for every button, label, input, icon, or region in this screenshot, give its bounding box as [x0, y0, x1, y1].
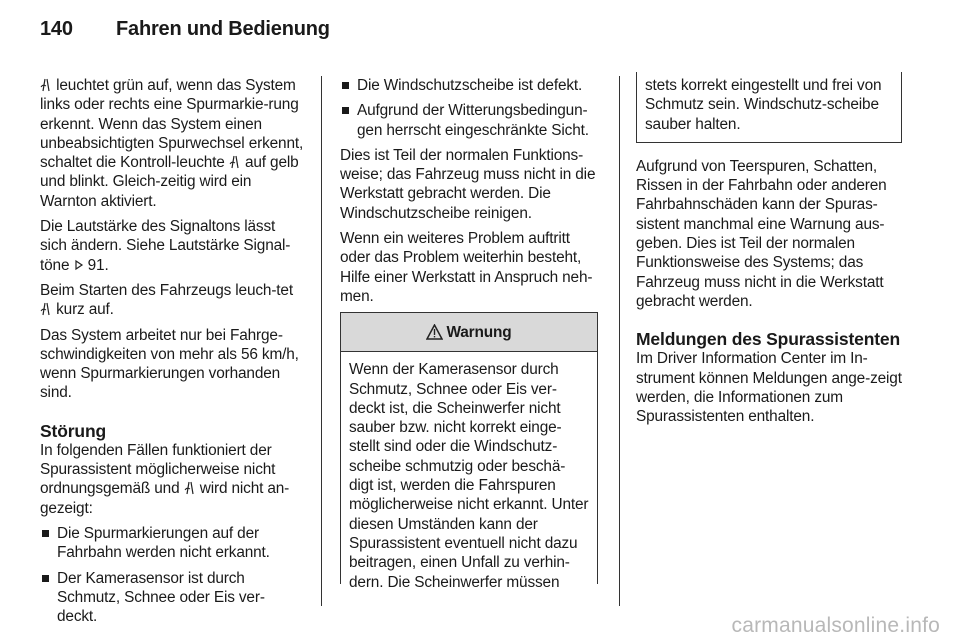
paragraph-normal-function: Dies ist Teil der normalen Funktions-weise; das Fahrzeug muss nicht in die Werkstatt gebracht werden. Die Windschutzscheibe reinigen. [340, 146, 596, 222]
column-3 [636, 76, 902, 432]
paragraph-startup: Beim Starten des Fahrzeugs leuch-tet kurz auf. [40, 281, 293, 319]
warning-triangle-icon [426, 324, 443, 340]
warning-header [341, 312, 597, 352]
column-1 [40, 76, 304, 632]
list-item: Die Windschutzscheibe ist defekt. [340, 76, 602, 95]
paragraph-lane-indicator: leuchtet grün auf, wenn das System links oder rechts eine Spurmarkie-rung erkennt. Wenn das System einen unbeabsichtigten Spurwechsel erkennt, schaltet die Kontroll-leuchte auf gelb und blinkt. Gleich-zeitig wird ein Warnton aktiviert. [40, 77, 304, 210]
list-item: Aufgrund der Witterungsbedingun-gen herrscht eingeschränkte Sicht. [340, 101, 602, 140]
chapter-title: Fahren und Bedienung [116, 18, 330, 40]
paragraph-dic: Im Driver Information Center im In-strument können Meldungen ange-zeigt werden, die Informationen zum Spurassistenten enthalten. [636, 350, 902, 426]
page-header [40, 18, 330, 48]
heading-messages: Meldungen des Spurassistenten [636, 329, 901, 350]
warning-title: Warnung [446, 323, 512, 341]
heading-stoerung: Störung [40, 420, 107, 441]
paragraph-speed: Das System arbeitet nur bei Fahrge-schwindigkeiten von mehr als 56 km/h, wenn Spurmarkierungen vorhanden sind. [40, 326, 299, 402]
warning-text: Wenn der Kamerasensor durch Schmutz, Schnee oder Eis ver-deckt ist, die Scheinwerfer nicht sauber bzw. nicht korrekt einge-stellt sind oder die Windschutz-scheibe schmutzig oder beschä-digt ist, werden die Fahrspuren möglicherweise nicht erkannt. Unter diesen Umständen kann der Spurassistent eventuell nicht dazu beitragen, einen Unfall zu verhin-dern. Die Scheinwerfer müssen [349, 361, 589, 591]
list-item: Der Kamerasensor ist durch Schmutz, Schnee oder Eis ver-deckt. [40, 569, 304, 627]
lane-departure-icon [184, 481, 196, 495]
paragraph-tar-marks: Aufgrund von Teerspuren, Schatten, Rissen in der Fahrbahn oder anderen Fahrbahnschäden kann der Spuras-sistent manchmal eine Warnung aus-geben. Dies ist Teil der normalen Funktionsweise des Systems; das Fahrzeug muss nicht in die Werkstatt gebracht werden. [636, 157, 887, 310]
bullet-list-1 [40, 524, 304, 626]
warning-box-continued: stets korrekt eingestellt und frei von Schmutz sein. Windschutz-scheibe sauber halten. [636, 72, 902, 143]
list-item: Die Spurmarkierungen auf der Fahrbahn werden nicht erkannt. [40, 524, 304, 563]
page-number: 140 [40, 18, 73, 40]
lane-departure-icon [40, 78, 52, 92]
paragraph-workshop: Wenn ein weiteres Problem auftritt oder das Problem weiterhin besteht, Hilfe einer Werkstatt in Anspruch neh-men. [340, 230, 593, 305]
page-reference-icon [74, 257, 84, 269]
lane-departure-icon [40, 302, 52, 316]
warning-box [340, 312, 598, 591]
bullet-list-2 [340, 76, 602, 140]
page-reference-link[interactable]: 91. [83, 256, 109, 274]
column-divider [619, 76, 620, 606]
paragraph-volume: Die Lautstärke des Signaltons lässt sich ändern. Siehe Lautstärke Signal-töne 91. [40, 218, 291, 274]
lane-departure-icon [229, 155, 241, 169]
paragraph-malfunction: In folgenden Fällen funktioniert der Spurassistent möglicherweise nicht ordnungsgemäß und wird nicht an-gezeigt: [40, 441, 290, 517]
column-2 [340, 76, 602, 591]
column-divider [321, 76, 322, 606]
watermark: carmanualsonline.info [731, 614, 940, 637]
